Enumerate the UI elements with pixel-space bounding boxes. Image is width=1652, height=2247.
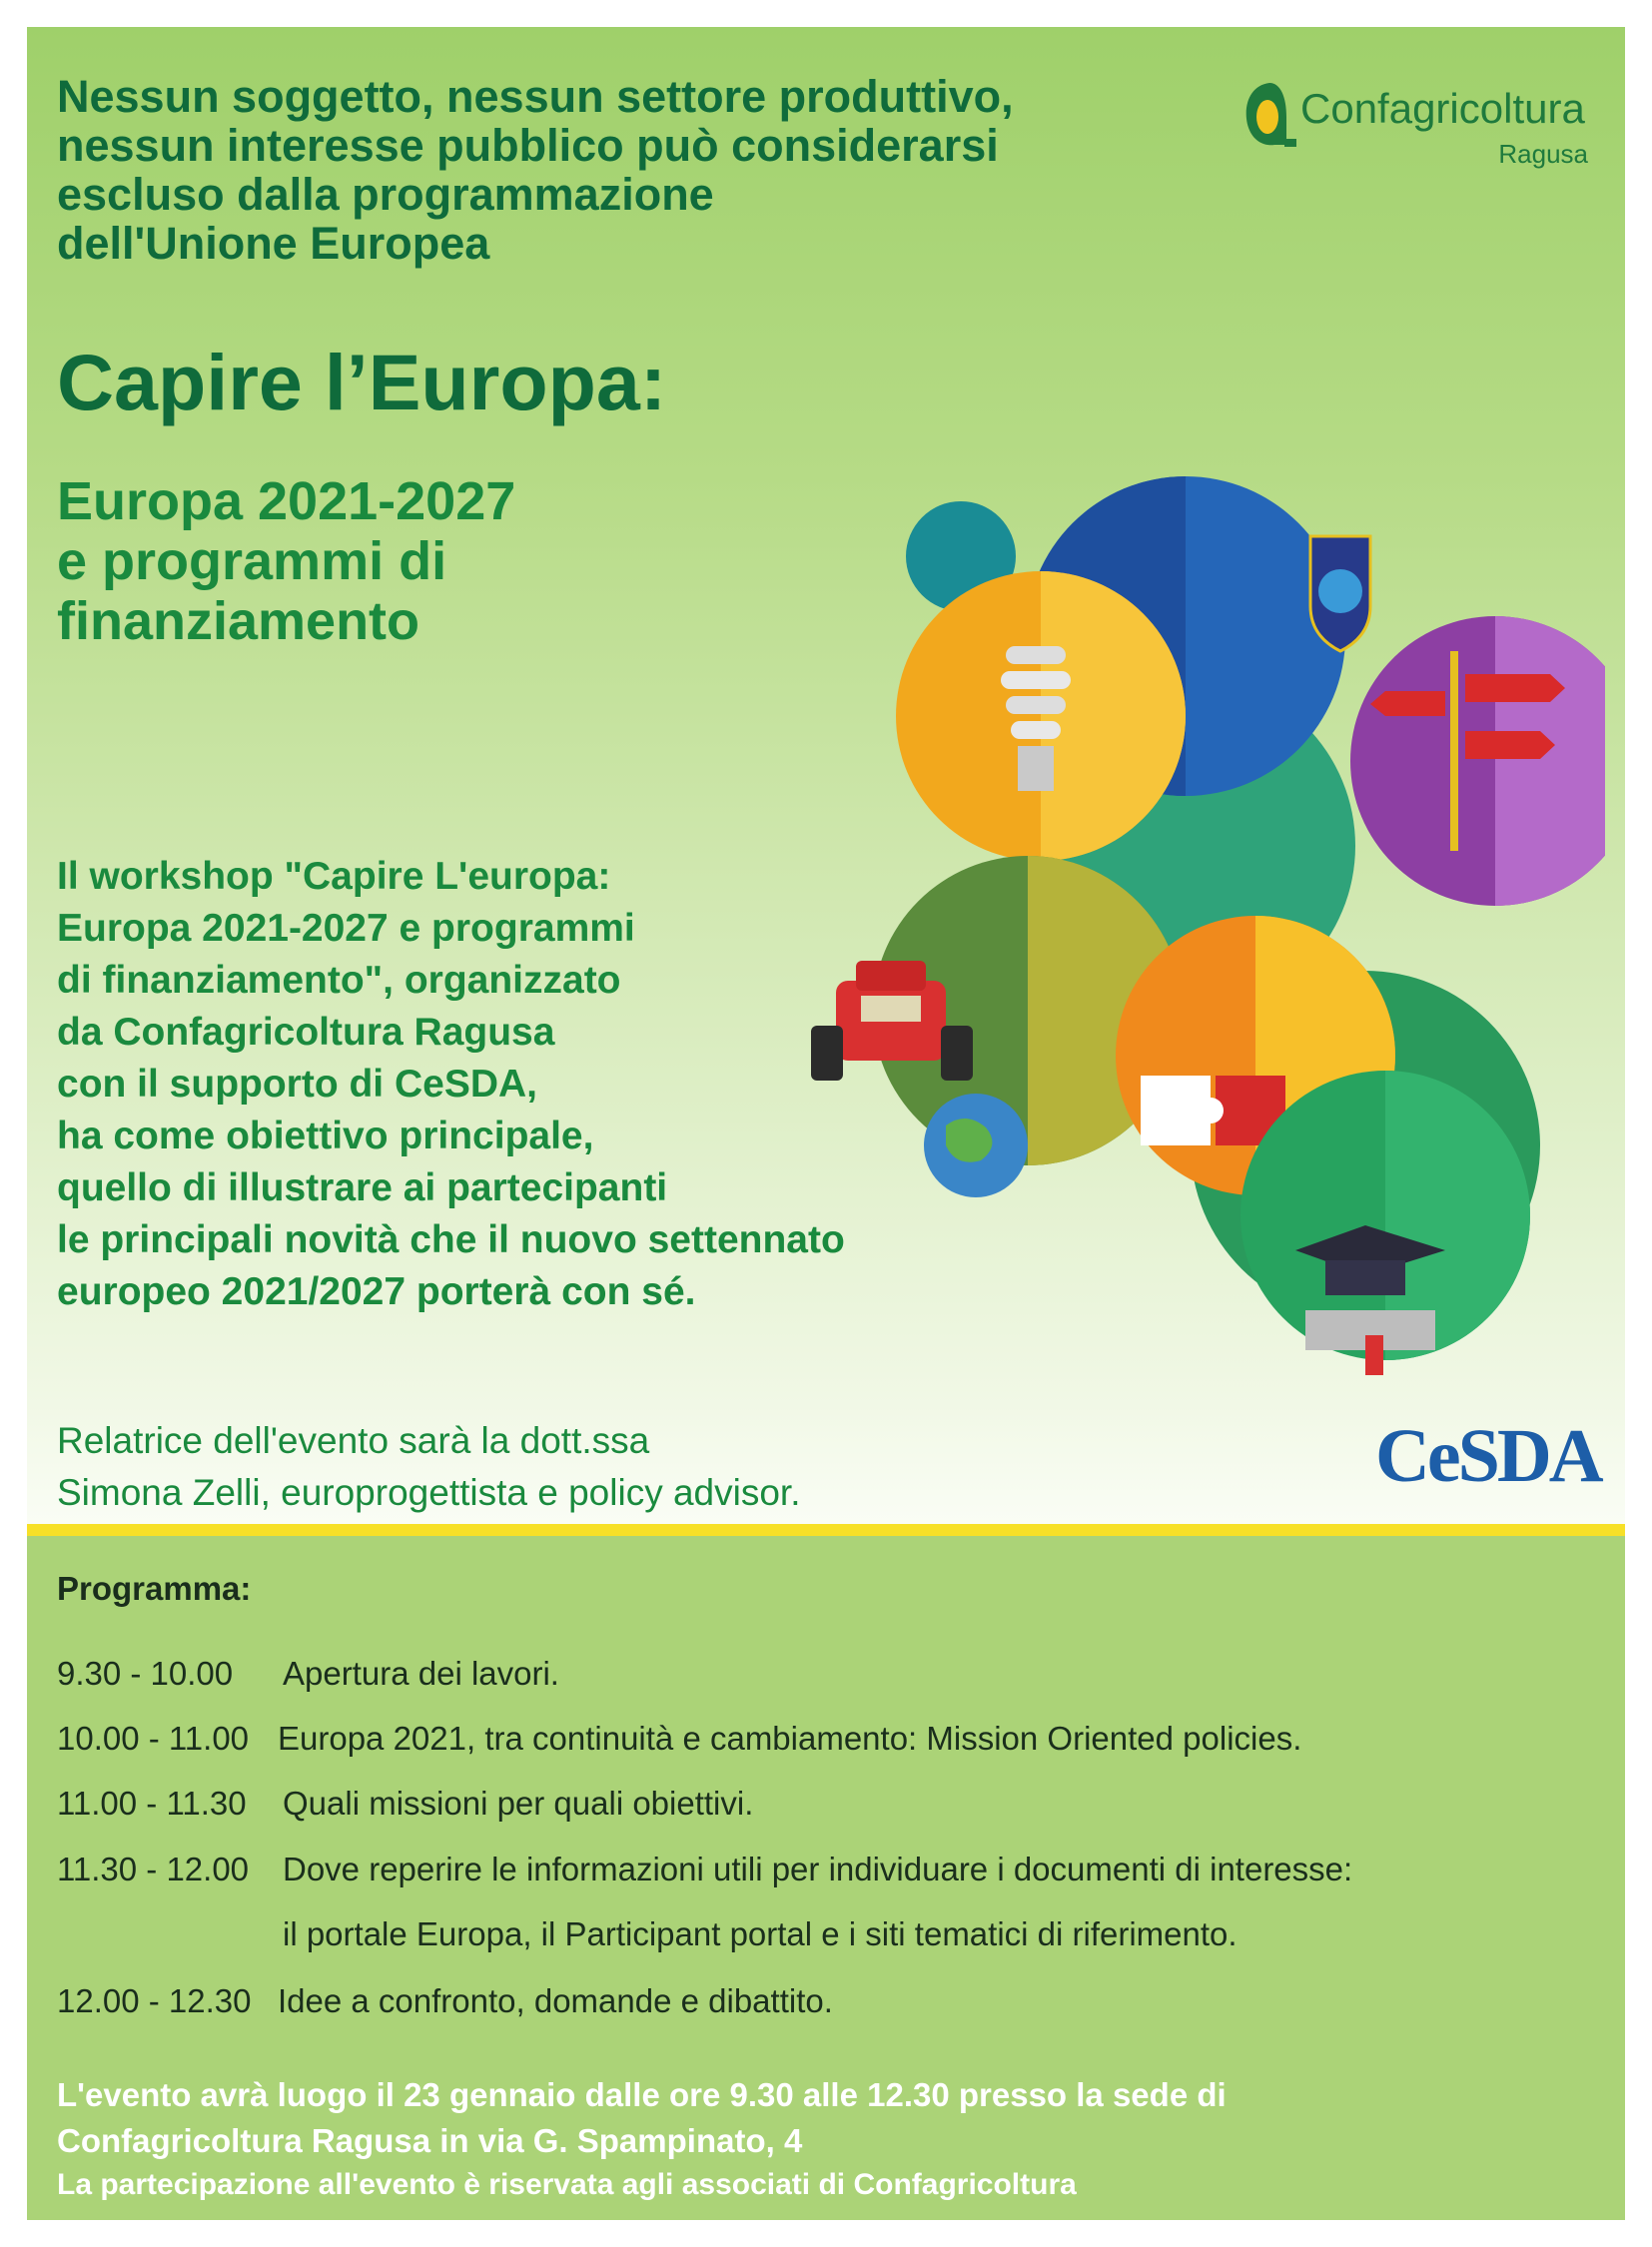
description-line: Il workshop "Capire L'europa:: [57, 855, 611, 898]
schedule-text: Idee a confronto, domande e dibattito.: [278, 1982, 833, 2019]
speaker-line: Relatrice dell'evento sarà la dott.ssa: [57, 1420, 650, 1461]
subtitle-line: e programmi di: [57, 531, 447, 591]
footer-line: L'evento avrà luogo il 23 gennaio dalle ore 9.30 alle 12.30 presso la sede di: [57, 2076, 1227, 2113]
event-footer: [57, 2072, 1555, 2206]
subtitle-line: Europa 2021-2027: [57, 471, 516, 531]
programma-title: Programma:: [57, 1570, 252, 1607]
schedule-text: Dove reperire le informazioni utili per individuare i documenti di interesse:: [283, 1851, 1353, 1887]
confagricoltura-logo: [1240, 77, 1600, 177]
tagline-line: escluso dalla programmazione: [57, 169, 714, 220]
description-line: quello di illustrare ai partecipanti: [57, 1166, 668, 1209]
schedule-time: 9.30 - 10.00: [57, 1655, 234, 1692]
schedule-row: [57, 1785, 753, 1823]
tagline-line: dell'Unione Europea: [57, 218, 490, 269]
cesda-logo: CeSDA: [1375, 1414, 1601, 1498]
workshop-description: [57, 851, 1036, 1318]
confagricoltura-leaf-icon: [1240, 77, 1298, 157]
description-line: le principali novità che il nuovo settennato: [57, 1218, 845, 1261]
globe-icon: [1318, 569, 1362, 613]
schedule-row-continuation: [283, 1915, 1238, 1953]
confagricoltura-city: Ragusa: [1498, 139, 1588, 169]
schedule-row: [57, 1655, 559, 1693]
schedule-row: [57, 1982, 833, 2020]
description-line: Europa 2021-2027 e programmi: [57, 907, 635, 950]
speaker-line: Simona Zelli, europrogettista e policy advisor.: [57, 1472, 801, 1513]
schedule-text: Europa 2021, tra continuità e cambiamento: Mission Oriented policies.: [278, 1720, 1302, 1757]
page-title: Capire l’Europa:: [57, 338, 667, 426]
schedule-time: 11.00 - 11.30: [57, 1785, 247, 1822]
schedule-time: 12.00 - 12.30: [57, 1982, 252, 2019]
footer-line: La partecipazione all'evento è riservata agli associati di Confagricoltura: [57, 2168, 1077, 2201]
description-line: europeo 2021/2027 porterà con sé.: [57, 1270, 696, 1313]
yellow-divider: [27, 1524, 1625, 1536]
description-line: di finanziamento", organizzato: [57, 959, 621, 1002]
subtitle: [57, 471, 706, 651]
speaker-info: [57, 1415, 956, 1519]
schedule-time: 10.00 - 11.00: [57, 1720, 250, 1757]
tagline-line: nessun interesse pubblico può considerarsi: [57, 120, 999, 171]
footer-line: Confagricoltura Ragusa in via G. Spampinato, 4: [57, 2122, 803, 2159]
tagline-line: Nessun soggetto, nessun settore produttivo,: [57, 71, 1014, 122]
schedule-text: Quali missioni per quali obiettivi.: [283, 1785, 754, 1822]
confagricoltura-name: Confagricoltura: [1300, 85, 1585, 132]
description-line: con il supporto di CeSDA,: [57, 1063, 538, 1106]
schedule-row: [57, 1720, 1301, 1758]
schedule-row: [57, 1851, 1352, 1888]
description-line: ha come obiettivo principale,: [57, 1115, 594, 1157]
tagline: [57, 72, 1156, 268]
poster: [27, 27, 1625, 2220]
schedule-text: il portale Europa, il Participant portal e i siti tematici di riferimento.: [283, 1915, 1238, 1952]
schedule-text: Apertura dei lavori.: [283, 1655, 559, 1692]
description-line: da Confagricoltura Ragusa: [57, 1011, 555, 1054]
subtitle-line: finanziamento: [57, 591, 420, 651]
schedule-time: 11.30 - 12.00: [57, 1851, 250, 1887]
